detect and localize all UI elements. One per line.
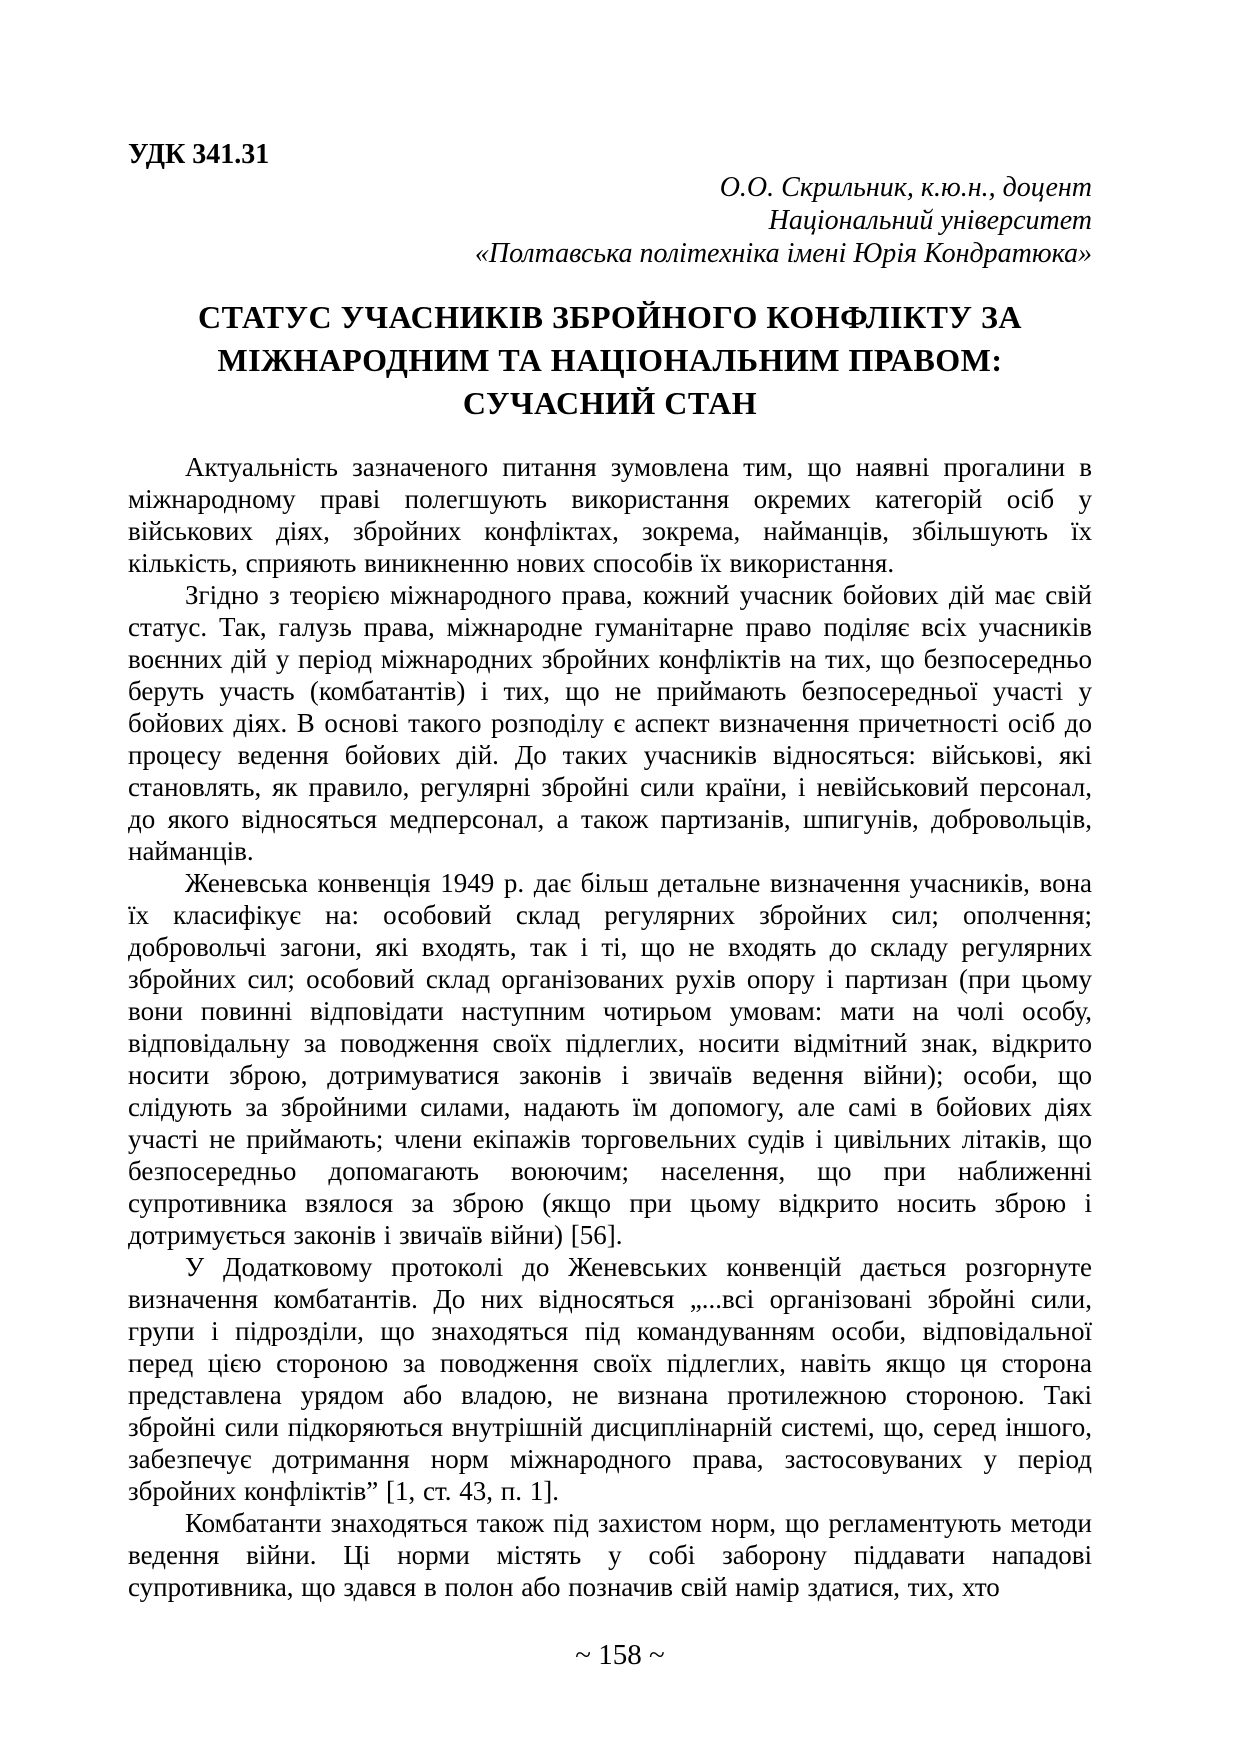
paragraph-combatants-protection: Комбатанти знаходяться також під захистом норм, що регламентують методи ведення війни. Ці норми містять у собі заборону піддавати нападові супротивника, що здався в полон або позначив свій намір здатися, тих, хто xyxy=(128,1508,1092,1602)
paragraph-actuality: Актуальність зазначеного питання зумовлена тим, що наявні прогалини в міжнародному праві полегшують використання окремих категорій осіб у військових діях, збройних конфліктах, зокрема, найманців, збільшують їх кількість, сприяють виникненню нових способів їх використання. xyxy=(128,452,1092,578)
author-block xyxy=(128,171,1092,270)
author-affiliation-line2: «Полтавська політехніка імені Юрія Кондратюка» xyxy=(474,238,1092,269)
udc-code: УДК 341.31 xyxy=(128,139,270,170)
paragraph-geneva-convention: Женевська конвенція 1949 р. дає більш детальне визначення учасників, вона їх класифікує на: особовий склад регулярних збройних сил; ополчення; добровольчі загони, які входять, так і ті, що не входять до складу регулярних збройних сил; особовий склад організованих рухів опору і партизан (при цьому вони повинні відповідати наступним чотирьом умовам: мати на чолі особу, відповідальну за поводження своїх підлеглих, носити відмітний знак, відкрито носити зброю, дотримуватися законів і звичаїв ведення війни); особи, що слідують за збройними силами, надають їм допомогу, але самі в бойових діях участі не приймають; члени екіпажів торговельних судів і цивільних літаків, що безпосередньо допомагають воюючим; населення, що при наближенні супротивника взялося за зброю (якщо при цьому відкрито носить зброю і дотримується законів і звичаїв війни) [56]. xyxy=(128,868,1092,1250)
paragraph-theory-status: Згідно з теорією міжнародного права, кожний учасник бойових дій має свій статус. Так, галузь права, міжнародне гуманітарне право поділяє всіх учасників воєнних дій у період міжнародних збройних конфліктів на тих, що безпосередньо беруть участь (комбатантів) і тих, що не приймають безпосередньої участі у бойових діях. В основі такого розподілу є аспект визначення причетності осіб до процесу ведення бойових дій. До таких учасників відносяться: військові, які становлять, як правило, регулярні збройні сили країни, і невійськовий персонал, до якого відносяться медперсонал, а також партизанів, шпигунів, добровольців, найманців. xyxy=(128,580,1092,866)
author-name: О.О. Скрильник, к.ю.н., доцент xyxy=(719,172,1092,203)
article-title: СТАТУС УЧАСНИКІВ ЗБРОЙНОГО КОНФЛІКТУ ЗА МІЖНАРОДНИМ ТА НАЦІОНАЛЬНИМ ПРАВОМ: СУЧАСНИЙ СТАН xyxy=(198,299,1022,421)
page-number: ~ 158 ~ xyxy=(575,1639,665,1671)
author-affiliation-line1: Національний університет xyxy=(768,205,1092,236)
paragraph-additional-protocol: У Додатковому протоколі до Женевських конвенцій дається розгорнуте визначення комбатантів. До них відносяться „...всі організовані збройні сили, групи і підрозділи, що знаходяться під командуванням особи, відповідальної перед цією стороною за поводження своїх підлеглих, навіть якщо ця сторона представлена урядом або владою, не визнана протилежною стороною. Такі збройні сили підкоряються внутрішній дисциплінарній системі, що, серед іншого, забезпечує дотримання норм міжнародного права, застосовуваних у період збройних конфліктів” [1, ст. 43, п. 1]. xyxy=(128,1252,1092,1506)
